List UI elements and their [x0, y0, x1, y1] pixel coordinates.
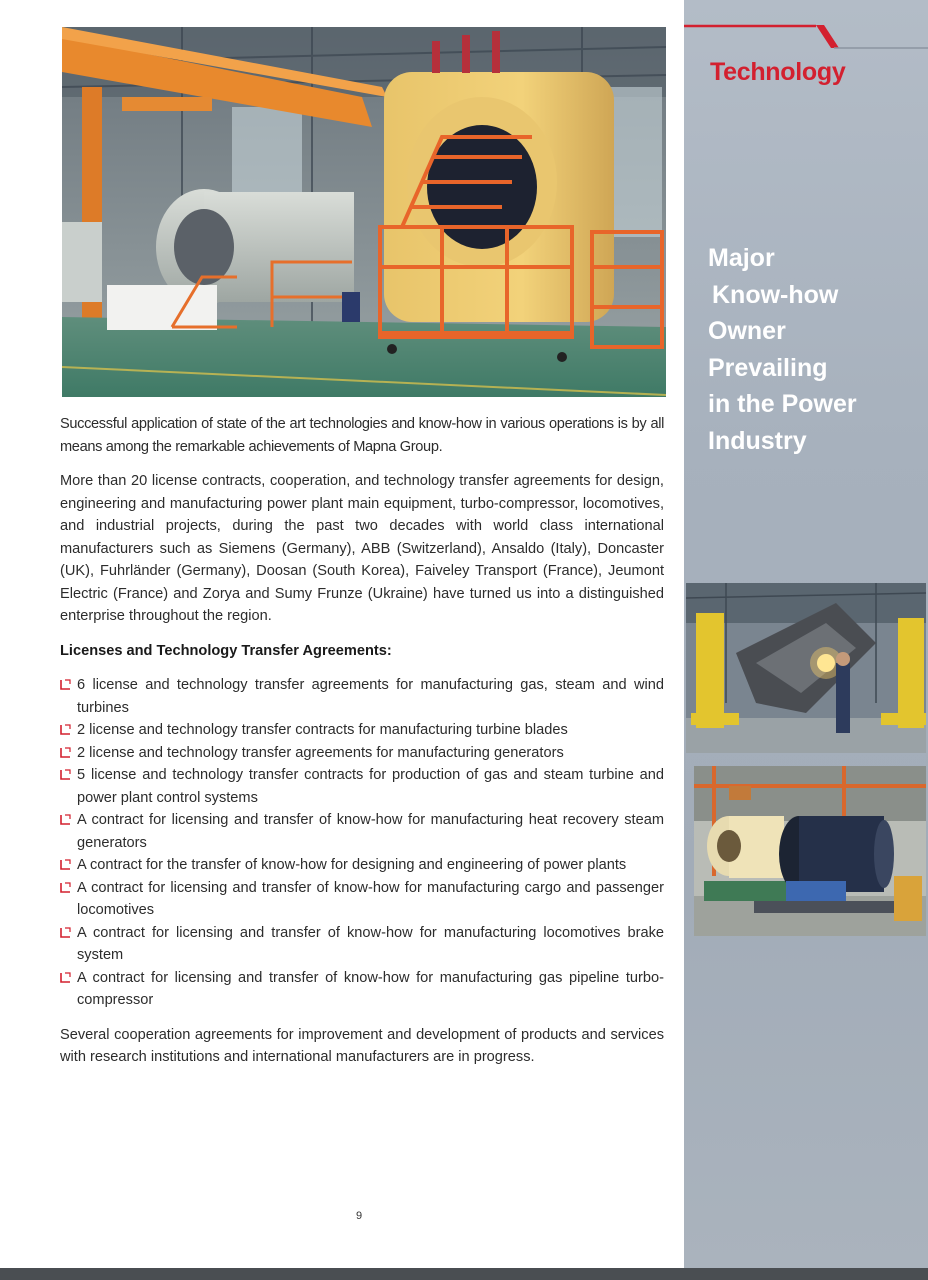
main-text	[60, 413, 664, 1081]
agreements-list-title: Licenses and Technology Transfer Agreements:	[60, 642, 392, 659]
list-item: A contract for licensing and transfer of know-how for manufacturing heat recovery steam generators	[60, 809, 664, 854]
bracket-bullet-icon	[60, 724, 71, 735]
sidebar-headline	[708, 240, 918, 459]
agreements-list	[60, 674, 664, 1012]
partners-paragraph: More than 20 license contracts, cooperation, and technology transfer agreements for design, engineering and manufacturing power plant main equipment, turbo-compressor, locomotives, and industrial projects, during the past two decades with world class international manufacturers such as Siemens (Germany), ABB (Switzerland), Ansaldo (Italy), Doncaster (UK), Fuhrländer (Germany), Doosan (South Korea), Faiveley Transport (France), Jeumont Electric (France) and Zorya and Sumy Frunze (Ukraine) have turned us into a distinguished enterprise throughout the region.	[60, 473, 664, 624]
bracket-bullet-icon	[60, 927, 71, 938]
bracket-bullet-icon	[60, 882, 71, 893]
section-title: Technology	[710, 58, 846, 86]
headline-line: Owner	[708, 317, 786, 345]
bracket-bullet-icon	[60, 747, 71, 758]
headline-line: in the Power	[708, 390, 857, 418]
generator-factory-photo	[62, 27, 666, 397]
list-item: 2 license and technology transfer agreements for manufacturing generators	[60, 742, 664, 765]
page-bottom-edge	[0, 1268, 928, 1280]
page-number: 9	[355, 1210, 363, 1222]
welding-workshop-photo	[686, 583, 926, 753]
list-item: A contract for licensing and transfer of know-how for manufacturing cargo and passenger locomotives	[60, 877, 664, 922]
bracket-bullet-icon	[60, 769, 71, 780]
bracket-bullet-icon	[60, 972, 71, 983]
bracket-bullet-icon	[60, 859, 71, 870]
generator-assembly-photo	[694, 766, 926, 936]
closing-paragraph: Several cooperation agreements for improvement and development of products and services with research institutions and international manufacturers are in progress.	[60, 1026, 664, 1065]
list-item: A contract for licensing and transfer of know-how for manufacturing gas pipeline turbo-compressor	[60, 967, 664, 1012]
list-item: A contract for the transfer of know-how for designing and engineering of power plants	[60, 854, 664, 877]
list-item: 5 license and technology transfer contracts for production of gas and steam turbine and power plant control systems	[60, 764, 664, 809]
red-accent-line	[684, 22, 928, 52]
list-item: 6 license and technology transfer agreements for manufacturing gas, steam and wind turbines	[60, 674, 664, 719]
sidebar-panel	[684, 0, 928, 1268]
intro-paragraph: Successful application of state of the art technologies and know-how in various operations is by all means among the remarkable achievements of Mapna Group.	[60, 416, 664, 455]
headline-line: Industry	[708, 426, 807, 455]
list-item: A contract for licensing and transfer of know-how for manufacturing locomotives brake system	[60, 922, 664, 967]
bracket-bullet-icon	[60, 679, 71, 690]
headline-line: Prevailing	[708, 353, 828, 382]
headline-line: Know-how	[712, 280, 839, 309]
headline-line: Major	[708, 244, 775, 272]
list-item: 2 license and technology transfer contracts for manufacturing turbine blades	[60, 719, 664, 742]
bracket-bullet-icon	[60, 814, 71, 825]
